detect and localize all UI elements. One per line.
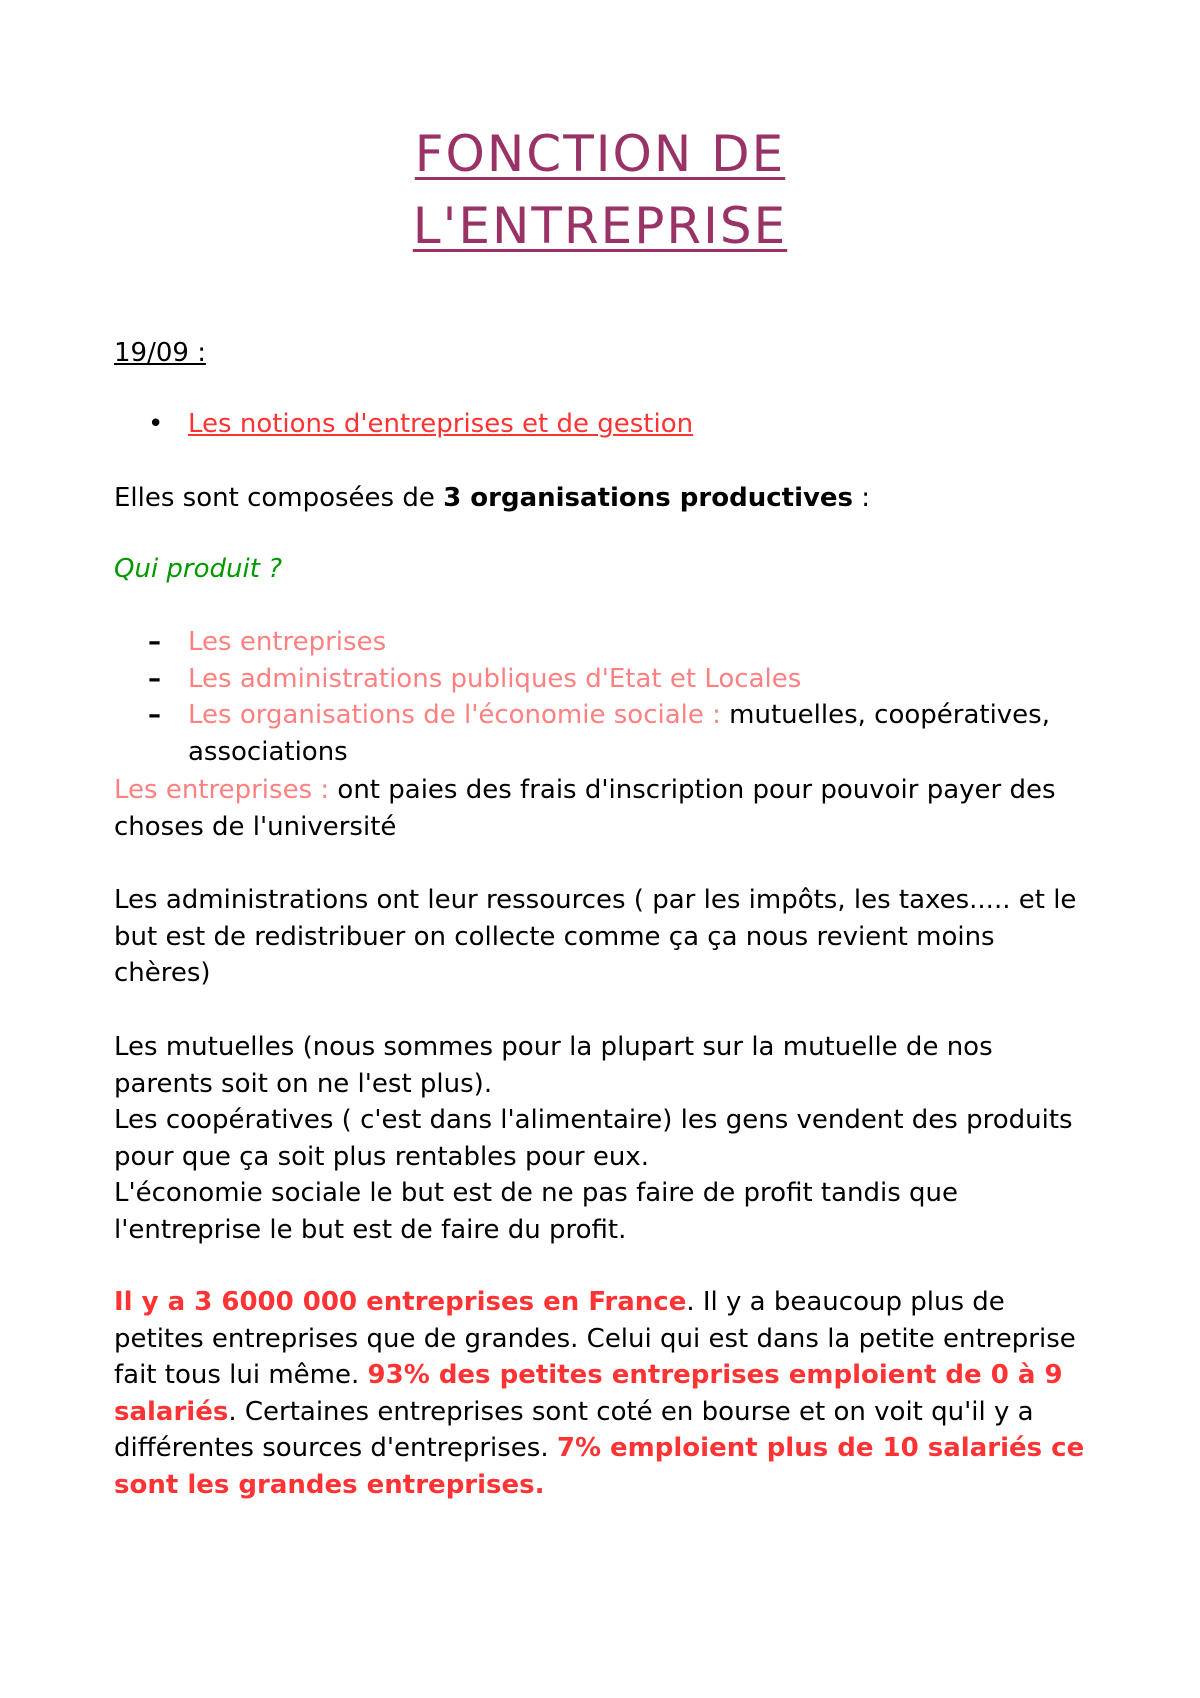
bullet-heading-text: Les notions d'entreprises et de gestion bbox=[188, 409, 694, 439]
paragraph-2 bbox=[114, 772, 1094, 845]
dash-icon: – bbox=[148, 663, 161, 694]
date-label bbox=[114, 335, 1094, 372]
paragraph-4 bbox=[114, 1029, 1094, 1248]
p2-label: Les entreprises : bbox=[114, 775, 330, 805]
p4-line-3: L'économie sociale le but est de ne pas faire de profit tandis que l'entreprise le but est de faire du profit. bbox=[114, 1178, 959, 1245]
p1-after: : bbox=[853, 483, 871, 513]
p5-text-2: . Certaines entreprises sont coté en bourse et on voit qu'il y a différentes sources d'entreprises. bbox=[114, 1396, 1034, 1463]
title-line-2: L'ENTREPRISE bbox=[412, 197, 788, 255]
list-item-rest: mutuelles, coopératives, associations bbox=[188, 700, 1050, 767]
list-item-label: Les administrations publiques d'Etat et Locales bbox=[188, 663, 802, 694]
p4-line-2: Les coopératives ( c'est dans l'alimentaire) les gens vendent des produits pour que ça soit plus rentables pour eux. bbox=[114, 1105, 1073, 1172]
question-line: Qui produit ? bbox=[114, 554, 282, 584]
title-line-1: FONCTION DE bbox=[414, 125, 786, 183]
page-title bbox=[0, 118, 1200, 262]
bullet-icon: • bbox=[148, 409, 164, 439]
list-item-label: Les entreprises bbox=[188, 627, 387, 657]
list-item bbox=[148, 624, 1088, 661]
p4-line-1: Les mutuelles (nous sommes pour la plupart sur la mutuelle de nos parents soit on ne l'est plus). bbox=[114, 1032, 993, 1099]
list-item-label: Les organisations de l'économie sociale : bbox=[188, 700, 721, 730]
paragraph-5 bbox=[114, 1284, 1094, 1503]
p5-text-1: . Il y a beaucoup plus de petites entreprises que de grandes. Celui qui est dans la petite entreprise fait tous lui même. bbox=[114, 1287, 1076, 1390]
p1-before: Elles sont composées de bbox=[114, 483, 444, 513]
dash-icon: – bbox=[148, 700, 161, 730]
p5-highlight-3: 7% emploient plus de 10 salariés ce sont les grandes entreprises. bbox=[114, 1433, 1085, 1500]
p2-rest: ont paies des frais d'inscription pour pouvoir payer des choses de l'université bbox=[114, 775, 1056, 842]
dash-icon: – bbox=[148, 627, 161, 657]
p5-highlight-1: Il y a 3 6000 000 entreprises en France bbox=[114, 1287, 687, 1317]
dash-list bbox=[148, 624, 1088, 770]
list-item bbox=[148, 661, 1088, 698]
paragraph-1 bbox=[114, 480, 1094, 517]
p1-bold: 3 organisations productives bbox=[443, 483, 854, 513]
list-item bbox=[148, 697, 1088, 770]
p5-highlight-2: 93% des petites entreprises emploient de 0 à 9 salariés bbox=[114, 1360, 1063, 1427]
paragraph-3: Les administrations ont leur ressources ( par les impôts, les taxes..... et le but est de redistribuer on collecte comme ça ça nous revient moins chères) bbox=[114, 885, 1077, 988]
date-text: 19/09 : bbox=[114, 338, 206, 368]
bullet-heading bbox=[148, 406, 1128, 443]
